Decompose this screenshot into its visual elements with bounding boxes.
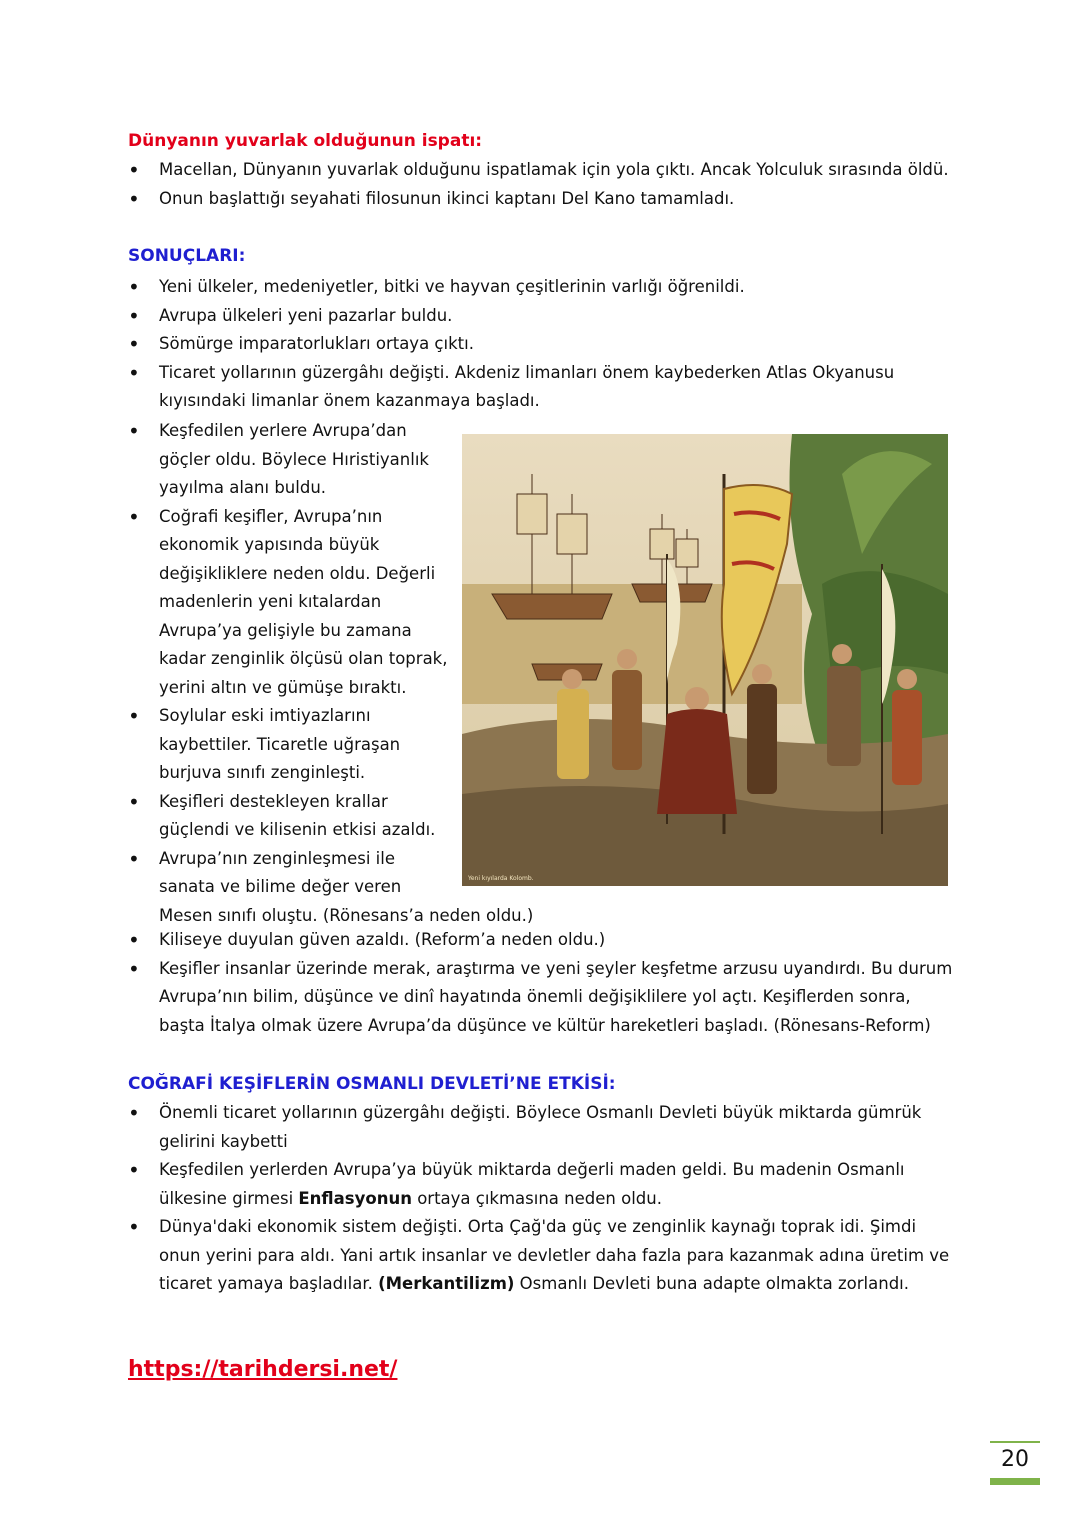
text-segment: ortaya çıkmasına neden oldu. — [411, 1188, 662, 1208]
list-results-bottom — [128, 926, 959, 1040]
list-results-top — [128, 273, 959, 416]
list-proof — [128, 156, 959, 213]
list-item: • Keşifler insanlar üzerinde merak, araştırma ve yeni şeyler keşfetme arzusu uyandırdı. Bu durum Avrupa’nın bilim, düşünce ve dinî hayatında önemli değişiklilere yol açtı. Keşiflerden sonra, başta İtalya olmak üzere Avrupa’da düşünce ve kültür hareketleri başladı. (Rönesans-Reform) — [128, 955, 959, 1041]
list-item-line: sanata ve bilime değer veren — [159, 877, 402, 896]
list-ottoman-effects — [128, 1099, 959, 1299]
page-number-box — [990, 1441, 1040, 1485]
list-item: • Ticaret yollarının güzergâhı değişti. Akdeniz limanları önem kaybederken Atlas Okyanusu kıyısındaki limanlar önem kazanmaya başladı. — [128, 359, 959, 416]
list-item: • Keşifleri destekleyen krallar güçlendi ve kilisenin etkisi azaldı. — [128, 788, 449, 845]
list-item: • Önemli ticaret yollarının güzergâhı değişti. Böylece Osmanlı Devleti büyük miktarda gümrük gelirini kaybetti — [128, 1099, 959, 1156]
bold-term-inflation: Enflasyonun — [298, 1188, 412, 1208]
list-item: • Yeni ülkeler, medeniyetler, bitki ve hayvan çeşitlerinin varlığı öğrenildi. — [128, 273, 959, 302]
heading-ottoman-effects: COĞRAFİ KEŞİFLERİN OSMANLI DEVLETİ’NE ETKİSİ: — [128, 1074, 616, 1094]
list-item-line: Avrupa’nın zenginleşmesi ile — [159, 848, 395, 868]
list-item: • Onun başlattığı seyahati filosunun ikinci kaptanı Del Kano tamamladı. — [128, 185, 959, 214]
list-item: • Macellan, Dünyanın yuvarlak olduğunu ispatlamak için yola çıktı. Ancak Yolculuk sırasında öldü. — [128, 156, 959, 185]
page-number-bar — [990, 1478, 1040, 1485]
text-segment: Dünya'daki ekonomik sistem değişti. Orta Çağ'da güç ve zenginlik kaynağı toprak idi. Şimdi onun yerini para aldı. Yani artık insanlar ve devletler daha fazla para kazanmak adına üretim ve ticaret yamaya başladılar. — [159, 1217, 950, 1293]
page-number: 20 — [1001, 1447, 1029, 1472]
list-item-line: Mesen sınıfı oluştu. (Rönesans’a neden oldu.) — [159, 905, 534, 925]
list-item: • Sömürge imparatorlukları ortaya çıktı. — [128, 330, 959, 359]
heading-proof-round-earth: Dünyanın yuvarlak olduğunun ispatı: — [128, 131, 483, 151]
text-segment: Osmanlı Devleti buna adapte olmakta zorlandı. — [514, 1274, 909, 1293]
list-item: • Soylular eski imtiyazlarını kaybettiler. Ticaretle uğraşan burjuva sınıfı zenginleşti. — [128, 702, 449, 788]
illustration-caption: Yeni kıyılarda Kolomb. — [468, 875, 534, 882]
list-item — [128, 1156, 959, 1213]
page-number-top-rule — [990, 1441, 1040, 1443]
list-item — [128, 1213, 959, 1299]
columbus-landing-illustration — [462, 434, 948, 886]
text-segment: Keşfedilen yerlerden Avrupa’ya büyük miktarda değerli maden geldi. Bu madenin Osmanlı ülkesine girmesi — [159, 1160, 905, 1208]
bold-term-mercantilism: (Merkantilizm) — [378, 1274, 515, 1293]
list-item: • Kiliseye duyulan güven azaldı. (Reform’a neden oldu.) — [128, 926, 959, 955]
illustration-drawing — [462, 434, 948, 886]
list-item: • Coğrafi keşifler, Avrupa’nın ekonomik yapısında büyük değişikliklere neden oldu. Değerli madenlerin yeni kıtalardan Avrupa’ya gelişiyle bu zamana kadar zenginlik ölçüsü olan toprak, yerini altın ve gümüşe bıraktı. — [128, 503, 449, 703]
website-link[interactable]: https://tarihdersi.net/ — [128, 1357, 398, 1382]
heading-results: SONUÇLARI: — [128, 246, 246, 266]
list-item: • Keşfedilen yerlere Avrupa’dan göçler oldu. Böylece Hıristiyanlık yayılma alanı buldu. — [128, 417, 449, 503]
list-item: • Avrupa ülkeleri yeni pazarlar buldu. — [128, 302, 959, 331]
